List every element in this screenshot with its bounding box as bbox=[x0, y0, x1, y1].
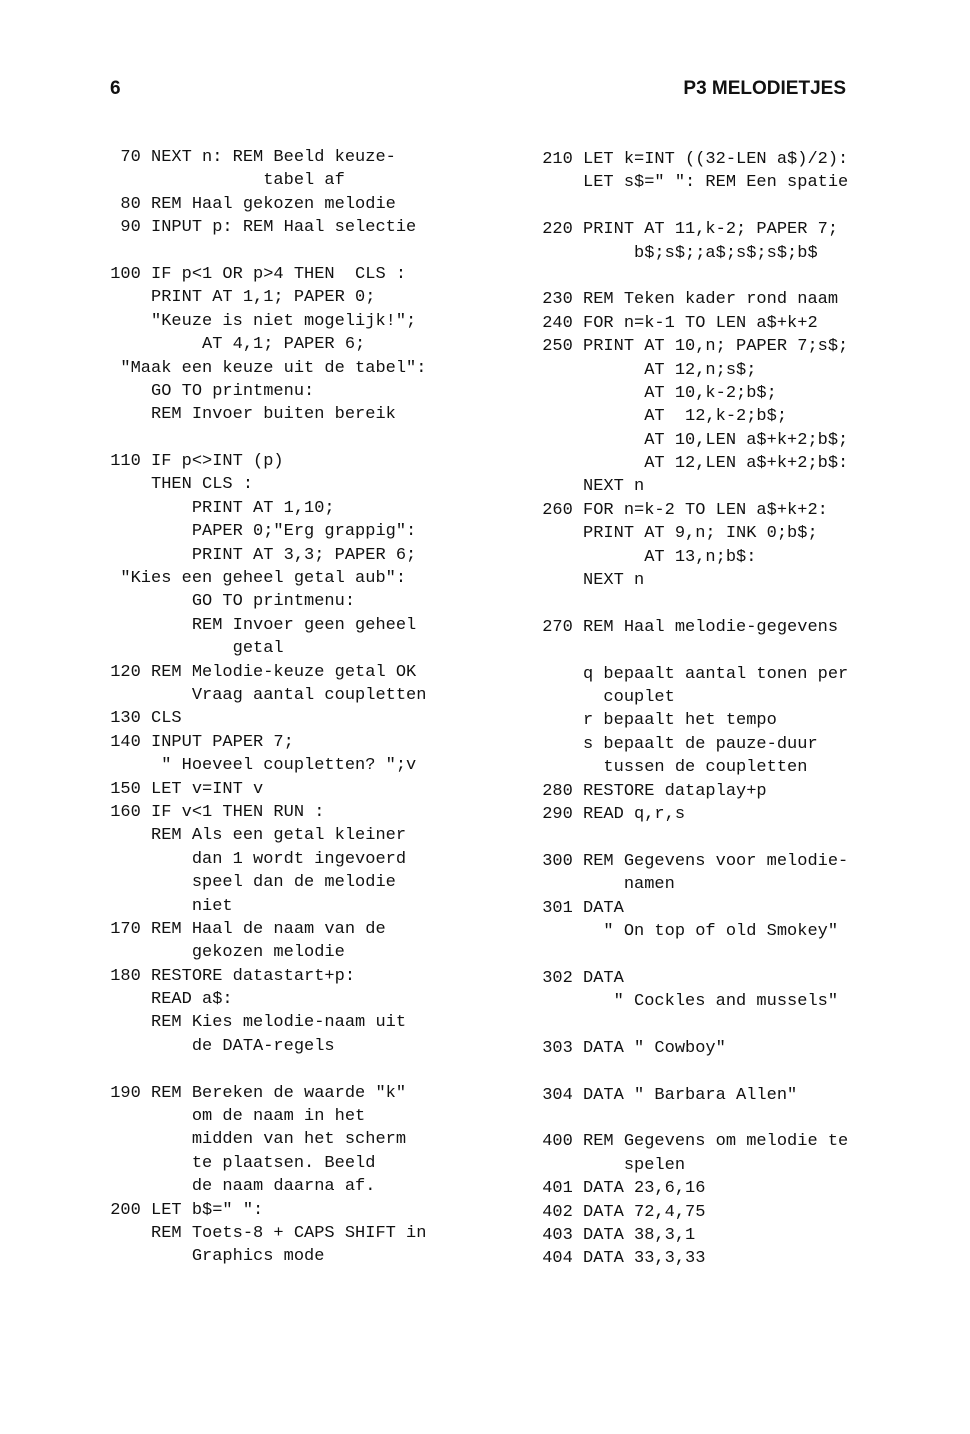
code-line: 220 PRINT AT 11,k-2; PAPER 7; bbox=[532, 220, 839, 240]
left-code-column bbox=[100, 146, 530, 1269]
code-line: REM Toets-8 + CAPS SHIFT in bbox=[100, 1223, 427, 1243]
code-line: 404 DATA 33,3,33 bbox=[532, 1249, 706, 1269]
code-line: AT 10,LEN a$+k+2;b$; bbox=[532, 430, 849, 450]
code-line: s bepaalt de pauze-duur bbox=[532, 734, 818, 754]
code-line: AT 10,k-2;b$; bbox=[532, 383, 777, 403]
code-line: q bepaalt aantal tonen per bbox=[532, 664, 849, 684]
code-line: 200 LET b$=" ": bbox=[100, 1200, 264, 1220]
code-line: 120 REM Melodie-keuze getal OK bbox=[100, 662, 417, 682]
code-line: 400 REM Gegevens om melodie te bbox=[532, 1132, 849, 1152]
code-line: NEXT n bbox=[532, 571, 645, 591]
code-line: 190 REM Bereken de waarde "k" bbox=[100, 1083, 407, 1103]
code-line: getal bbox=[100, 639, 284, 659]
code-line: 170 REM Haal de naam van de bbox=[100, 919, 386, 939]
code-line: couplet bbox=[532, 687, 675, 707]
code-line bbox=[532, 639, 952, 662]
code-line: " Hoeveel coupletten? ";v bbox=[100, 756, 417, 776]
code-line: "Kies een geheel getal aub": bbox=[100, 569, 407, 589]
code-line: te plaatsen. Beeld bbox=[100, 1153, 376, 1173]
code-line bbox=[532, 1013, 952, 1036]
code-line: AT 4,1; PAPER 6; bbox=[100, 335, 366, 355]
code-line: 403 DATA 38,3,1 bbox=[532, 1225, 696, 1245]
code-line bbox=[100, 1058, 530, 1081]
code-line: Graphics mode bbox=[100, 1247, 325, 1267]
code-line bbox=[532, 943, 952, 966]
code-line: AT 13,n;b$: bbox=[532, 547, 757, 567]
code-line: " Cockles and mussels" bbox=[532, 992, 839, 1012]
code-line: namen bbox=[532, 875, 675, 895]
code-line: 210 LET k=INT ((32-LEN a$)/2): bbox=[532, 150, 849, 169]
code-line: LET s$=" ": REM Een spatie bbox=[532, 173, 849, 193]
code-line: 90 INPUT p: REM Haal selectie bbox=[100, 218, 417, 238]
page-heading: P3 MELODIETJES bbox=[683, 78, 846, 99]
code-line: READ a$: bbox=[100, 990, 233, 1010]
code-line: spelen bbox=[532, 1155, 686, 1175]
code-line: NEXT n bbox=[532, 477, 645, 497]
code-line: niet bbox=[100, 896, 233, 916]
code-line: GO TO printmenu: bbox=[100, 381, 315, 401]
code-line: 130 CLS bbox=[100, 709, 182, 729]
code-line: 100 IF p<1 OR p>4 THEN CLS : bbox=[100, 264, 407, 284]
code-line: 70 NEXT n: REM Beeld keuze- bbox=[100, 148, 396, 167]
code-line: THEN CLS : bbox=[100, 475, 254, 495]
code-line bbox=[100, 427, 530, 450]
code-line: AT 12,k-2;b$; bbox=[532, 407, 788, 427]
code-line: 290 READ q,r,s bbox=[532, 804, 686, 824]
code-line: 280 RESTORE dataplay+p bbox=[532, 781, 767, 801]
code-line: midden van het scherm bbox=[100, 1130, 407, 1150]
code-line: Vraag aantal coupletten bbox=[100, 685, 427, 705]
code-line bbox=[532, 826, 952, 849]
code-line: PRINT AT 3,3; PAPER 6; bbox=[100, 545, 417, 565]
code-line: 402 DATA 72,4,75 bbox=[532, 1202, 706, 1222]
code-line: GO TO printmenu: bbox=[100, 592, 356, 612]
code-line: 180 RESTORE datastart+p: bbox=[100, 966, 356, 986]
code-line: tussen de coupletten bbox=[532, 758, 808, 778]
code-line: 110 IF p<>INT (p) bbox=[100, 452, 284, 472]
code-line bbox=[532, 265, 952, 288]
code-line: 260 FOR n=k-2 TO LEN a$+k+2: bbox=[532, 500, 828, 520]
code-line: REM Als een getal kleiner bbox=[100, 826, 407, 846]
code-line: REM Kies melodie-naam uit bbox=[100, 1013, 407, 1033]
page-number: 6 bbox=[110, 78, 121, 99]
code-line bbox=[532, 592, 952, 615]
code-line bbox=[532, 1107, 952, 1130]
code-line: PRINT AT 1,1; PAPER 0; bbox=[100, 288, 376, 308]
code-line: 304 DATA " Barbara Allen" bbox=[532, 1085, 798, 1105]
code-line: 230 REM Teken kader rond naam bbox=[532, 290, 839, 310]
code-line: " On top of old Smokey" bbox=[532, 921, 839, 941]
right-code-column bbox=[532, 148, 952, 1271]
code-line: REM Invoer geen geheel bbox=[100, 615, 417, 635]
code-line: 270 REM Haal melodie-gegevens bbox=[532, 617, 839, 637]
code-line: AT 12,LEN a$+k+2;b$: bbox=[532, 454, 849, 474]
code-line: 303 DATA " Cowboy" bbox=[532, 1038, 726, 1058]
code-line: r bepaalt het tempo bbox=[532, 711, 777, 731]
code-line: PAPER 0;"Erg grappig": bbox=[100, 522, 417, 542]
page-header bbox=[0, 78, 970, 108]
code-line bbox=[532, 195, 952, 218]
code-line: gekozen melodie bbox=[100, 943, 345, 963]
code-line: REM Invoer buiten bereik bbox=[100, 405, 396, 425]
code-line: 250 PRINT AT 10,n; PAPER 7;s$; bbox=[532, 337, 849, 357]
code-line: de DATA-regels bbox=[100, 1036, 335, 1056]
code-line: "Maak een keuze uit de tabel": bbox=[100, 358, 427, 378]
code-line: dan 1 wordt ingevoerd bbox=[100, 849, 407, 869]
code-line bbox=[532, 1060, 952, 1083]
code-line: 140 INPUT PAPER 7; bbox=[100, 732, 294, 752]
code-line: om de naam in het bbox=[100, 1107, 366, 1127]
code-line: de naam daarna af. bbox=[100, 1177, 376, 1197]
code-line: 240 FOR n=k-1 TO LEN a$+k+2 bbox=[532, 313, 818, 333]
code-line: "Keuze is niet mogelijk!"; bbox=[100, 311, 417, 331]
code-line: 150 LET v=INT v bbox=[100, 779, 264, 799]
code-line: PRINT AT 1,10; bbox=[100, 498, 335, 518]
code-line: 80 REM Haal gekozen melodie bbox=[100, 194, 396, 214]
code-line: speel dan de melodie bbox=[100, 873, 396, 893]
code-line: 300 REM Gegevens voor melodie- bbox=[532, 851, 849, 871]
code-line: 160 IF v<1 THEN RUN : bbox=[100, 802, 325, 822]
code-line: 301 DATA bbox=[532, 898, 624, 918]
code-line: 401 DATA 23,6,16 bbox=[532, 1179, 706, 1199]
code-line bbox=[100, 240, 530, 263]
code-line: 302 DATA bbox=[532, 968, 624, 988]
code-line: b$;s$;;a$;s$;s$;b$ bbox=[532, 243, 818, 263]
code-line: tabel af bbox=[100, 171, 345, 191]
code-line: AT 12,n;s$; bbox=[532, 360, 757, 380]
code-line: PRINT AT 9,n; INK 0;b$; bbox=[532, 524, 818, 544]
